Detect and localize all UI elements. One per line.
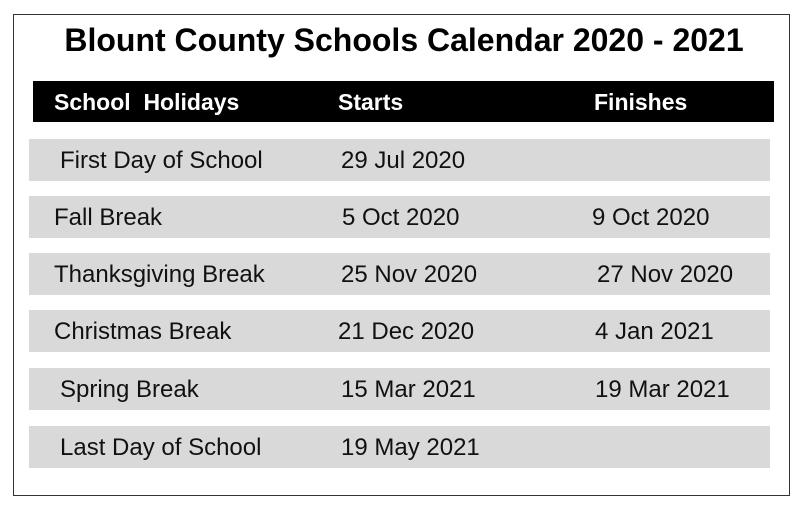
holiday-name: Christmas Break <box>54 318 232 345</box>
table-header <box>33 81 774 122</box>
finish-date: 19 Mar 2021 <box>595 376 730 403</box>
holiday-name: First Day of School <box>60 147 263 174</box>
table-row <box>29 196 770 238</box>
start-date: 21 Dec 2020 <box>338 318 475 345</box>
table-row <box>29 310 770 352</box>
column-header-starts: Starts <box>338 89 404 115</box>
holiday-name: Last Day of School <box>60 434 262 461</box>
page-title: Blount County Schools Calendar 2020 - 2021 <box>64 22 744 58</box>
column-header-finishes: Finishes <box>594 89 688 115</box>
holiday-name: Fall Break <box>54 204 163 231</box>
start-date: 29 Jul 2020 <box>341 147 466 174</box>
finish-date: 4 Jan 2021 <box>595 318 714 345</box>
start-date: 25 Nov 2020 <box>341 261 478 288</box>
holiday-name: Thanksgiving Break <box>54 261 265 288</box>
finish-date: 9 Oct 2020 <box>592 204 710 231</box>
column-header-holiday: School Holidays <box>54 89 240 115</box>
table-row <box>29 253 770 295</box>
table-row <box>29 139 770 181</box>
table-row <box>29 368 770 410</box>
table-row <box>29 426 770 468</box>
holiday-name: Spring Break <box>60 376 199 403</box>
start-date: 19 May 2021 <box>341 434 480 461</box>
finish-date: 27 Nov 2020 <box>597 261 734 288</box>
start-date: 5 Oct 2020 <box>342 204 460 231</box>
start-date: 15 Mar 2021 <box>341 376 476 403</box>
